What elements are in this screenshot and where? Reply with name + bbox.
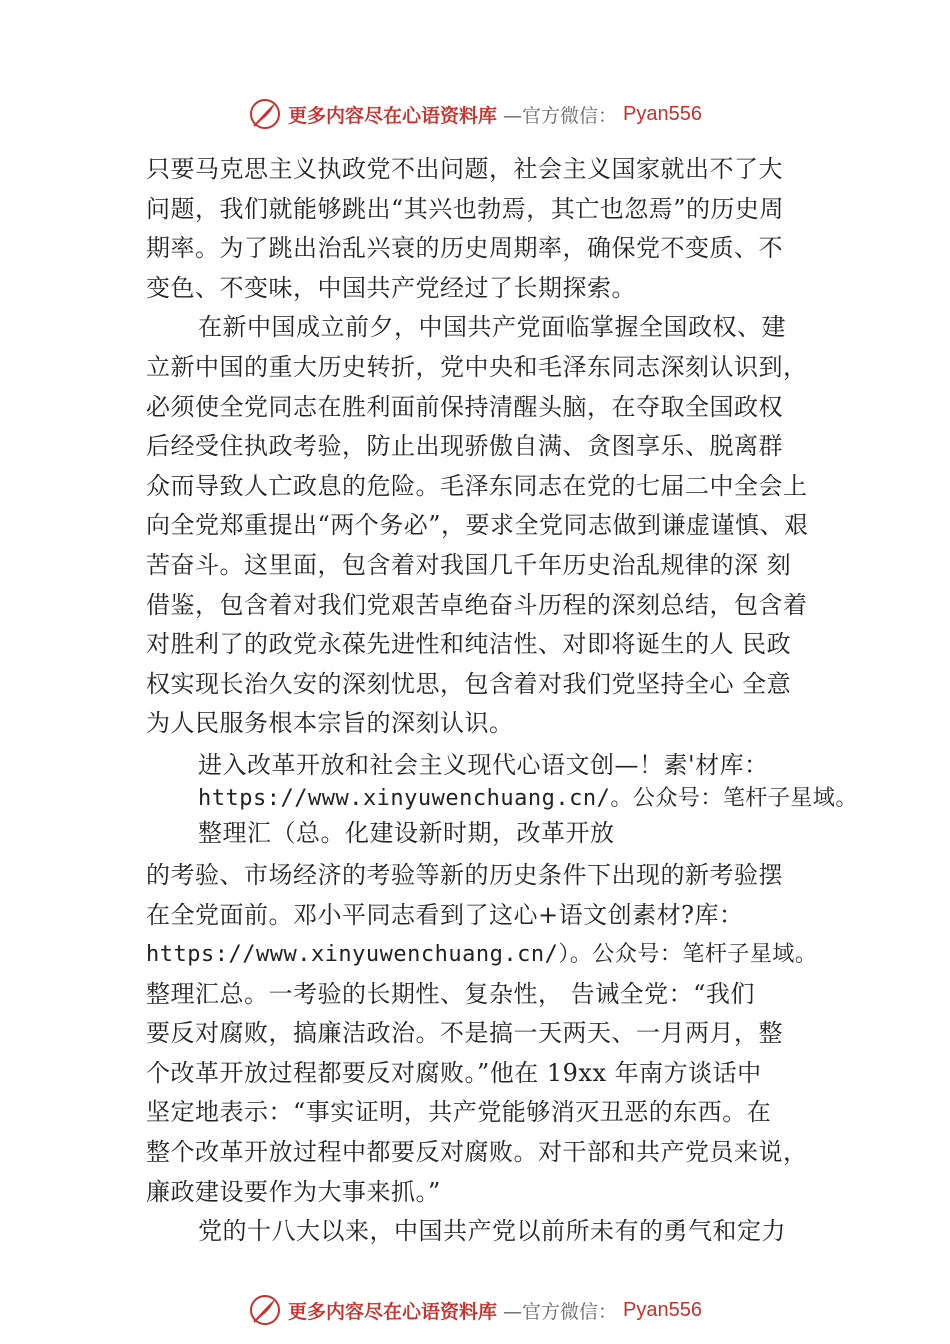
banner-wechat-id: Pyan556 (623, 1298, 702, 1321)
footer-banner (0, 1290, 950, 1330)
text-line: 权实现长治久安的深刻忧思，包含着对我们党坚持全心 全意 (146, 669, 792, 698)
paragraph-4 (146, 856, 846, 1212)
text-line: 问题，我们就能够跳出“其兴也勃焉，其亡也忽焉”的历史周 (146, 194, 785, 223)
paragraph-1 (146, 150, 846, 308)
url-line: https://www.xinyuwenchuang.cn/。公众号：笔杆子星域。 (198, 785, 858, 811)
text-line: 的考验、市场经济的考验等新的历史条件下出现的新考验摆 (146, 860, 783, 889)
document-body (146, 150, 858, 1252)
text-line: 在全党面前。邓小平同志看到了这心+语文创素材?库： (146, 900, 744, 929)
quill-logo-icon (248, 1293, 282, 1327)
banner-dash-text: —官方微信： (503, 1300, 618, 1323)
text-line: 廉政建设要作为大事来抓。” (146, 1177, 441, 1206)
text-line: 只要马克思主义执政党不出问题，社会主义国家就出不了大 (146, 155, 783, 183)
text-line: 坚定地表示：“事实证明，共产党能够消灭丑恶的东西。在 (146, 1098, 772, 1127)
text-line: 党的十八大以来，中国共产党以前所未有的勇气和定力 (198, 1217, 786, 1246)
text-line: 在新中国成立前夕，中国共产党面临掌握全国政权、建 (198, 313, 786, 342)
text-line: 进入改革开放和社会主义现代心语文创—！素'材库： (198, 750, 769, 779)
text-line: 整理汇总。一考验的长期性、复杂性， 告诫全党：“我们 (146, 979, 755, 1008)
text-line: 向全党郑重提出“两个务必”，要求全党同志做到谦虚谨慎、艰 (146, 511, 809, 540)
text-line: 期率。为了跳出治乱兴衰的历史周期率，确保党不变质、不 (146, 234, 783, 263)
text-line: 变色、不变味，中国共产党经过了长期探索。 (146, 273, 636, 302)
text-line: 立新中国的重大历史转折，党中央和毛泽东同志深刻认识到， (146, 352, 808, 381)
paragraph-5 (146, 1212, 846, 1252)
text-line: 个改革开放过程都要反对腐败。”他在 19xx 年南方谈话中 (146, 1058, 762, 1087)
banner-dash-text: —官方微信： (503, 104, 618, 127)
quill-logo-icon (248, 97, 282, 131)
banner-main-text: 更多内容尽在心语资料库 (288, 1300, 498, 1323)
text-line: 苦奋斗。这里面，包含着对我国几千年历史治乱规律的深 刻 (146, 550, 792, 579)
banner-main-text: 更多内容尽在心语资料库 (288, 104, 498, 127)
text-line: 众而导致人亡政息的危险。毛泽东同志在党的七届二中全会上 (146, 471, 808, 500)
text-line: 整理汇（总。化建设新时期，改革开放 (198, 818, 615, 847)
banner-wechat-id: Pyan556 (623, 102, 702, 125)
text-line: 必须使全党同志在胜利面前保持清醒头脑，在夺取全国政权 (146, 392, 783, 421)
url-line: https://www.xinyuwenchuang.cn/）。公众号：笔杆子星域。 (146, 942, 818, 968)
text-line: 整个改革开放过程中都要反对腐败。对干部和共产党员来说， (146, 1138, 808, 1167)
text-line: 要反对腐败，搞廉洁政治。不是搞一天两天、一月两月，整 (146, 1019, 783, 1048)
paragraph-2 (146, 308, 846, 744)
text-line: 对胜利了的政党永葆先进性和纯洁性、对即将诞生的人 民政 (146, 630, 792, 659)
text-line: 借鉴，包含着对我们党艰苦卓绝奋斗历程的深刻总结，包含着 (146, 590, 808, 619)
text-line: 后经受住执政考验，防止出现骄傲自满、贪图享乐、脱离群 (146, 432, 783, 461)
header-banner (0, 94, 950, 134)
paragraph-3 (146, 748, 858, 850)
text-line: 为人民服务根本宗旨的深刻认识。 (146, 709, 514, 738)
